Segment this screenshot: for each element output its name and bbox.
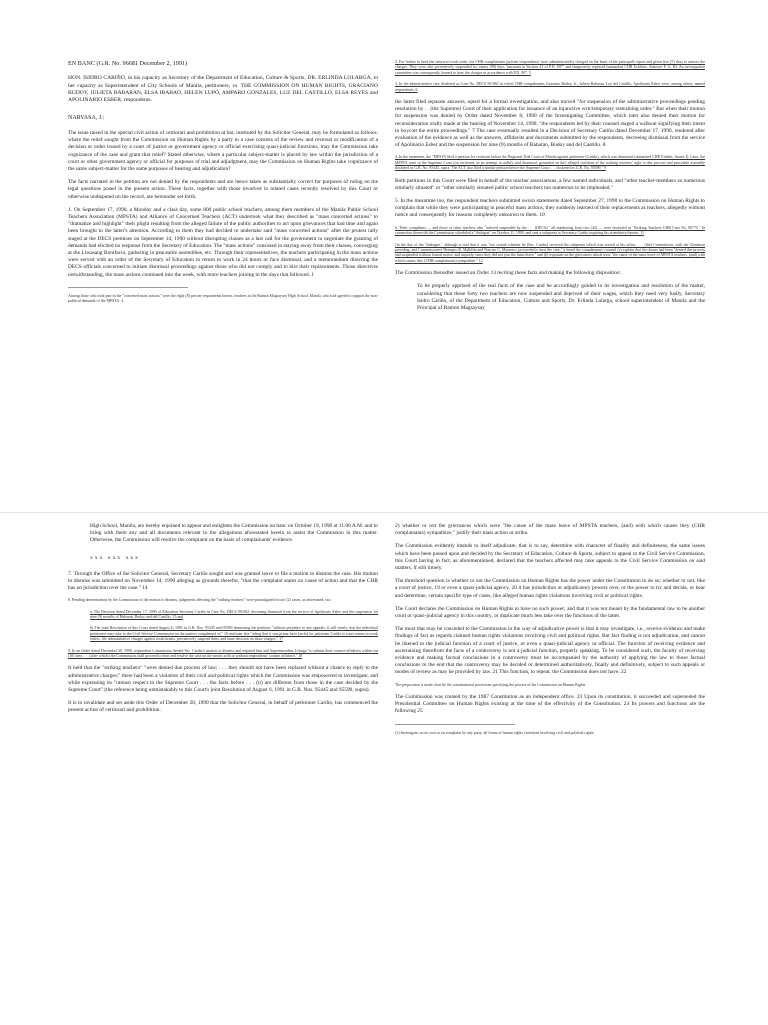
footnote: 6. Their complaints — and those of other teachers also "ordered suspended by the . . . (DECS)," all numbering forty-two (42) — were docketed as "Striking Teachers CHR Case No. 90775." In connection therewith the Commission scheduled a "dialogue" on October 11, 1990, and sent a subpoena to Secretary Cariño requiring his attendance therein. 11 bbox=[395, 225, 705, 236]
footnote: (1) Investigate, on its own or on complaint by any party, all forms of human rights violations involving civil and political rights; bbox=[395, 730, 595, 735]
paragraph: The issue raised in the special civil action of certiorari and prohibition at bar, instituted by the Solicitor General, may be formulated as follows: where the relief sought from the Commission on Human Rights by a party in a case consists of the review and reversal or modification of a decision or order issued by a court of justice or government agency or official exercising quasi-judicial functions, may the Commission take cognizance of the case and grant that relief? Stated otherwise, where a particular subject-matter is placed by law within the jurisdiction of a court or other government agency or official for purposes of trial and adjudgment, may the Commission on Human Rights take cognizance of the same subject-matter for the same purposes of hearing and adjudication? bbox=[68, 130, 378, 173]
footnote: b) The joint Resolution of this Court dated August 6, 1991 in G.R. Nos. 95445 and 95590 dismissing the petitions "without prejudice to any appeals, if still timely, that the individual petitioners may take to the Civil Service Commission on the matters complained of," 16 and inter alia "ruling that it was prima facie lawful for petitioner Cariño to issue return-to-work orders, file administrative charges against recalcitrants, preventively suspend them, and issue decision on those charges." 17 bbox=[90, 626, 378, 642]
footnote: 4. In the meantime, the "MPSTA filed a petition for certiorari before the Regional Trial Court of Manila against petitioner (Cariño), which was dismissed (unmarked CHR Exhibit, Annex I). Later, the MPSTA went to the Supreme Court (on certiorari, in an attempt to nullify said dismissal, grounded on the) alleged violation of the striking teachers' right to due process and peaceable assembly docketed as G.R. No. 95445, supra. The ACT also filed a similar petition before the Supreme Court . . . docketed as G.R. No. 95590." 9 bbox=[395, 155, 705, 171]
paragraph: The Commission evidently intends to itself adjudicate, that is to say, determine with character of finality and definiteness, the same issues which have been passed upon and decided by the Secretary of Education, Culture & Sports, subject to appeal to the Civil Service Commission, this Court having in fact, as aforementioned, declared that the teachers affected may take appeals to the Civil Service Commission on said matters, if still timely. bbox=[395, 543, 705, 572]
paragraph: The Commission thereafter issued an Order 13 reciting these facts and making the following disposition: bbox=[395, 270, 622, 277]
page-bottom bbox=[0, 512, 768, 1025]
top-right-column bbox=[395, 60, 705, 510]
footnote: a. The Decision dated December 17, 1990 of Education Secretary Cariño in Case No. DECS 90-082, decreeing dismissal from the service of Apolinario Esber and the suspension for nine (9) months of Babaran, Budoy and del Castillo; 15 and bbox=[90, 609, 378, 620]
paragraph: The Court declares the Commission on Human Rights to have no such power; and that it was not meant by the fundamental law to be another court or quasi-judicial agency in this country, or duplicate much less take over the functions of the latter. bbox=[395, 605, 705, 620]
paragraph: 2) whether or not the grievances which were "the cause of the mass leave of MPSTA teachers, (and) with which causes they (CHR complainants) sympathize," justify their mass action or strike. bbox=[395, 523, 705, 537]
footnote: On the day of the "dialogue," although it said that it was "not certain whether he (Sec. Cariño) received the subpoena which was served at his office, . . . (the) Commission, with the Chairman presiding, and Commissioners Hesiquio R. Mallillin and Narciso C. Monteiro, proceeded to hear the case;" it heard the complainants' counsel (a) explain that his clients had been "denied due process and suspended without formal notice, and unjustly, since they did not join the mass leave," and (b) expatiate on the grievances which were "the cause of the mass leave of MPSTA teachers, (and) with which causes they (CHR complainants) sympathize." 12 bbox=[395, 242, 705, 263]
block-quote: High School, Manila, are hereby enjoined to appear and enlighten the Commission en banc on October 19, 1990 at 11:00 A.M. and to bring with them any and all documents relevant to the allegations aforestated herein to assist the Commission in this matter. Otherwise, the Commission will resolve the complaint on the basis of complainants' evidence. bbox=[90, 523, 378, 544]
page-top bbox=[0, 0, 768, 512]
paragraph: The Commission was created by the 1987 Constitution as an independent office. 23 Upon its constitution, it succeeded and superseded the Presidential Committee on Human Rights existing at the time of the effectivity of the Constitution. 24 Its powers and functions are the following 25 bbox=[395, 694, 705, 715]
paragraph: The facts narrated in the petition are not denied by the respondents and are hence taken as substantially correct for purposes of ruling on the legal questions posed in the present action. These facts, together with those involved in related cases recently resolved by this Court or otherwise undisputed on the record, are hereunder set forth. bbox=[68, 179, 378, 200]
footnote: Among those who took part in the "concerted mass actions" were the eight (8) private respondents herein, teachers at the Ramon Magsaysay High School, Manila, who had agreed to support the non-political demands of the MPSTA. 4 bbox=[68, 293, 378, 304]
paragraph: 5. In the meantime too, the respondent teachers submitted sworn statements dated September 27, 1990 to the Commission on Human Rights to complain that while they were participating in peaceful mass actions, they suddenly learned of their replacements as teachers, allegedly without notice and consequently for reasons completely unknown to them. 10 bbox=[395, 198, 705, 219]
paragraph: It held that the "striking teachers" "were denied due process of law; . . . they should not have been replaced without a chance to reply to the administrative charges;" there had been a violation of their civil and political rights which the Commission was empowered to investigate; and while expressing its "utmost respect to the Supreme Court . . . the facts before . . . (it) are different from those in the case decided by the Supreme Court" (the reference being unmistakably to this Court's joint Resolution of August 6, 1991 in G.R. Nos. 95445 and 95590, supra). bbox=[68, 665, 378, 694]
top-left-column bbox=[68, 60, 378, 510]
footnote: 9. In an Order dated December 28, 1990, respondent Commission denied Sec. Cariño's motion to dismiss and required him and Superintendent Lolarga "to submit their counter-affidavits within ten (10) days . . . (after which) the Commission shall proceed to hear and resolve the case on the merits with or without respondents' counter affidavit." 18 bbox=[68, 648, 378, 659]
ponente: NARVASA, J.: bbox=[68, 114, 105, 121]
divider bbox=[68, 287, 188, 288]
bottom-right-column bbox=[395, 523, 705, 1025]
divider bbox=[395, 724, 515, 725]
footnote: 3. In the administrative case docketed as Case No. DECS 90-082 in which CHR complainants Graciano Budoy, Jr., Julieta Babaran, Luz del Castillo, Apolinario Esber were, among others, named respondents, 6 bbox=[395, 82, 705, 92]
footnote: 2. For failure to heed the return-to-work order, the CHR complainants (private respondents) were administratively charged on the basis of the principal's report and given five (5) days to answer the charges. They were also preventively suspended for ninety (90) days "pursuant to Section 41 of P.D. 807" and temporarily replaced (unmarked CHR Exhibits, Annexes F, G, H). An investigation committee was consequently formed to hear the charges in accordance with P.D. 807. 5 bbox=[395, 60, 705, 75]
case-title: EN BANC (G.R. No. 96681 December 2, 1991) bbox=[68, 60, 188, 67]
paragraph: 7. Through the Office of the Solicitor General, Secretary Cariño sought and was granted leave to file a motion to dismiss the case. His motion to dismiss was submitted on November 14, 1990 alleging as grounds therefor, "that the complaint states no cause of action and that the CHR has no jurisdiction over the case." 14 bbox=[68, 570, 378, 592]
paragraph: the latter filed separate answers, opted for a formal investigation, and also moved "for suspension of the administrative proceedings pending resolution by . . (the Supreme) Court of their application for issuance of an injunctive writ/temporary restraining order." But when their motion for suspension was denied by Order dated November 8, 1990 of the Investigating Committee, which later also denied their motion for reconsideration orally made at the hearing of November 14, 1990, "the respondents led by their counsel staged a walkout signifying their intent to boycott the entire proceedings." 7 The case eventually resulted in a Decision of Secretary Cariño dated December 17, 1990, rendered after evaluation of the evidence as well as the answers, affidavits and documents submitted by the respondents, decreeing dismissal from the service of Apolinario Esber and the suspension for nine (9) months of Babaran, Budoy and del Castillo. 8 bbox=[395, 99, 705, 149]
parties-caption: HON. ISIDRO CARIÑO, in his capacity as Secretary of the Department of Education, Culture & Sports, DR. ERLINDA LOLARGA, in her capacity as Superintendent of City Schools of Manila, petitioners, vs. THE COMMISSION ON HUMAN RIGHTS, GRACIANO BUDOY, JULIETA BABARAN, ELSA IBABAO, HELEN LUPO, AMPARO GONZALES, LUZ DEL CASTILLO, ELSA REYES and APOLINARIO ESBER, respondents. bbox=[68, 75, 378, 104]
ellipsis-marker: xxx xxx xxx bbox=[90, 554, 140, 561]
paragraph: The threshold question is whether or not the Commission on Human Rights has the power under the Constitution to do so; whether or not, like a court of justice, 19 or even a quasi-judicial agency, 20 it has jurisdiction or adjudicatory powers over, or the power to try and decide, or hear and determine, certain specific type of cases, like alleged human rights violations involving civil or political rights. bbox=[395, 578, 705, 599]
paragraph: The most that may be conceded to the Commission in the way of adjudicative power is that it may investigate, i.e., receive evidence and make findings of fact as regards claimed human rights violations involving civil and political rights. But fact finding is not adjudication, and cannot be likened to the judicial function of a court of justice, or even a quasi-judicial agency or official. The function of receiving evidence and ascertaining therefrom the facts of a controversy is not a judicial function, properly speaking. To be considered such, the faculty of receiving evidence and making factual conclusions in a controversy must be accompanied by the authority of applying the law to those factual conclusions to the end that the controversy may be decided or determined authoritatively, finally and definitively, subject to such appeals or modes of review as may be provided by law. 21 This function, to repeat, the Commission does not have. 22 bbox=[395, 626, 705, 676]
block-quote: To be properly apprised of the real facts of the case and be accordingly guided in its investigation and resolution of the matter, considering that these forty two teachers are now suspended and deprived of their wages, which they need very badly, Secretary Isidro Cariño, of the Department of Education, Culture and Sports, Dr. Erlinda Lolarga, school superintendent of Manila and the Principal of Ramon Magsaysay bbox=[417, 283, 705, 311]
paragraph: 1. On September 17, 1990, a Monday and a class day, some 800 public school teachers, among them members of the Manila Public School Teachers Association (MPSTA) and Alliance of Concerned Teachers (ACT) undertook what they described as "mass concerted actions" to "dramatize and highlight" their plight resulting from the alleged failure of the public authorities to act upon grievances that had time and again been brought to the latter's attention. According to them they had decided to undertake said "mass concerted actions" after the protest rally staged at the DECS premises on September 14, 1990 without disrupting classes as a last call for the government to negotiate the granting of demands had elicited no response from the Secretary of Education. The "mass actions" consisted in staying away from their classes, converging at the Liwasang Bonifacio, gathering in peaceable assemblies, etc. Through their representatives, the teachers participating in the mass actions were served with an order of the Secretary of Education to return to work in 24 hours or face dismissal, and a memorandum directing the DECS officials concerned to initiate dismissal proceedings against those who did not comply and to hire their replacements. Those directives notwithstanding, the mass actions continued into the week, with more teachers joining in the days that followed. 1 bbox=[68, 206, 378, 278]
paragraph: Both petitions in this Court were filed in behalf of the teacher associations, a few named individuals, and "other teacher-members so numerous similarly situated" or "other similarly situated public school teachers too numerous to be impleaded." bbox=[395, 177, 705, 191]
footnote: 8. Pending determination by the Commission of the motion to dismiss, judgments affecting the "striking teachers" were promulgated in two (2) cases, as aforestated, viz.: bbox=[68, 598, 333, 603]
bottom-left-column bbox=[68, 523, 378, 1025]
footnote: The proposition is made clear by the constitutional provisions specifying the powers of the Commission on Human Rights. bbox=[395, 682, 587, 687]
paragraph: It is to invalidate and set aside this Order of December 28, 1990 that the Solicitor General, in behalf of petitioner Cariño, has commenced the present action of certiorari and prohibition. bbox=[68, 700, 378, 714]
